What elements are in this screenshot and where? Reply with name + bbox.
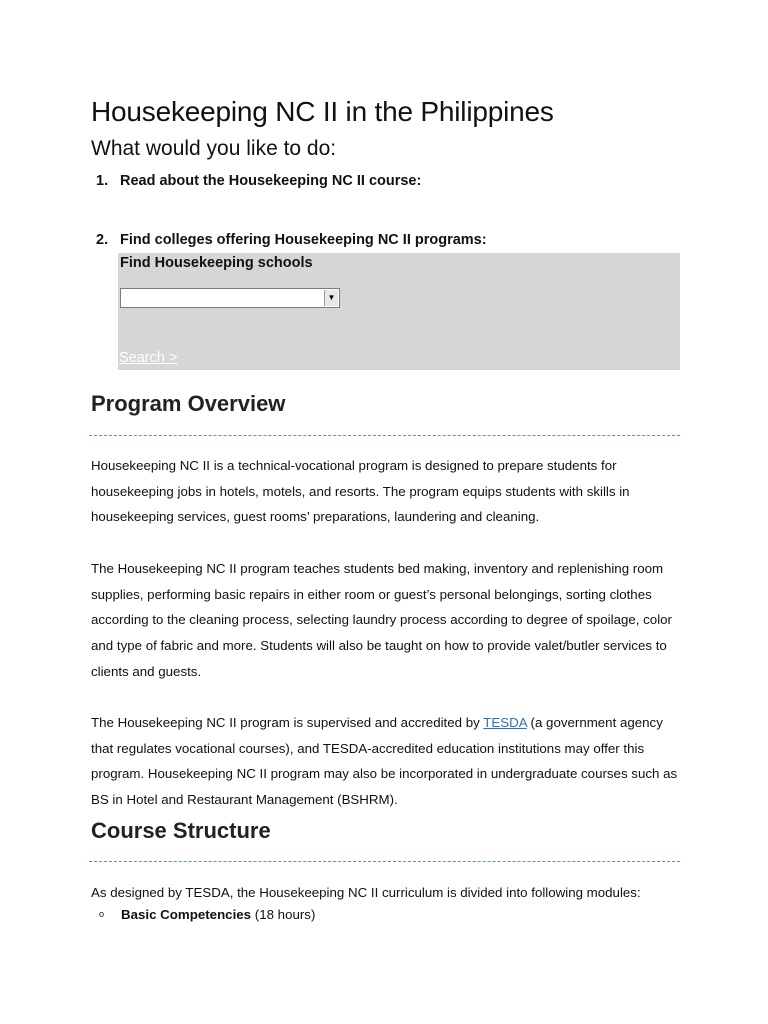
- structure-intro: As designed by TESDA, the Housekeeping NC II curriculum is divided into following modules:: [91, 885, 641, 900]
- chevron-down-icon[interactable]: ▼: [324, 290, 338, 306]
- section-title-course-structure: Course Structure: [91, 818, 271, 843]
- bullet-circle-icon: o: [99, 909, 105, 919]
- section-title-program-overview: Program Overview: [91, 391, 286, 416]
- page-title: Housekeeping NC II in the Philippines: [91, 96, 554, 127]
- step-number: 2.: [96, 232, 109, 248]
- overview-paragraph: Housekeeping NC II is a technical-vocational program is designed to prepare students for housekeeping jobs in hotels, motels, and resorts. The program equips students with skills in housekeeping services, guest rooms’ preparations, laundering and cleaning.: [91, 458, 630, 525]
- list-item: [99, 907, 315, 922]
- paragraph-text: The Housekeeping NC II program is supervised and accredited by: [91, 715, 484, 730]
- step-find-colleges: [96, 232, 487, 248]
- overview-paragraph: The Housekeeping NC II program teaches students bed making, inventory and replenishing room supplies, performing basic repairs in either room or guest’s personal belongings, sorting clothes according to the cleaning process, selecting laundry process according to degree of spoilage, color and type of fabric and more. Students will also be taught on how to provide valet/butler services to clients and guests.: [91, 561, 672, 679]
- module-name: Basic Competencies: [121, 907, 252, 922]
- step-read-course: [96, 173, 421, 189]
- paragraph-text: (a government agency that regulates vocational courses), and TESDA-accredited education institutions may offer this program. Housekeeping NC II program may also be incorporated in undergraduate courses such as BS in Hotel and Restaurant Management (BSHRM).: [91, 715, 678, 808]
- school-select[interactable]: [120, 288, 340, 308]
- school-finder-box: [118, 253, 680, 370]
- step-number: 1.: [96, 173, 109, 189]
- section-divider: [89, 861, 680, 862]
- page-subtitle: What would you like to do:: [91, 137, 337, 160]
- school-finder-title: Find Housekeeping schools: [120, 255, 313, 271]
- step-label: Find colleges offering Housekeeping NC II programs:: [120, 232, 487, 248]
- tesda-link[interactable]: TESDA: [483, 715, 527, 730]
- step-label: Read about the Housekeeping NC II course:: [120, 173, 422, 189]
- module-hours: (18 hours): [251, 907, 316, 922]
- search-link[interactable]: Search >: [119, 350, 178, 366]
- section-divider: [89, 435, 680, 436]
- overview-paragraph: [91, 710, 683, 813]
